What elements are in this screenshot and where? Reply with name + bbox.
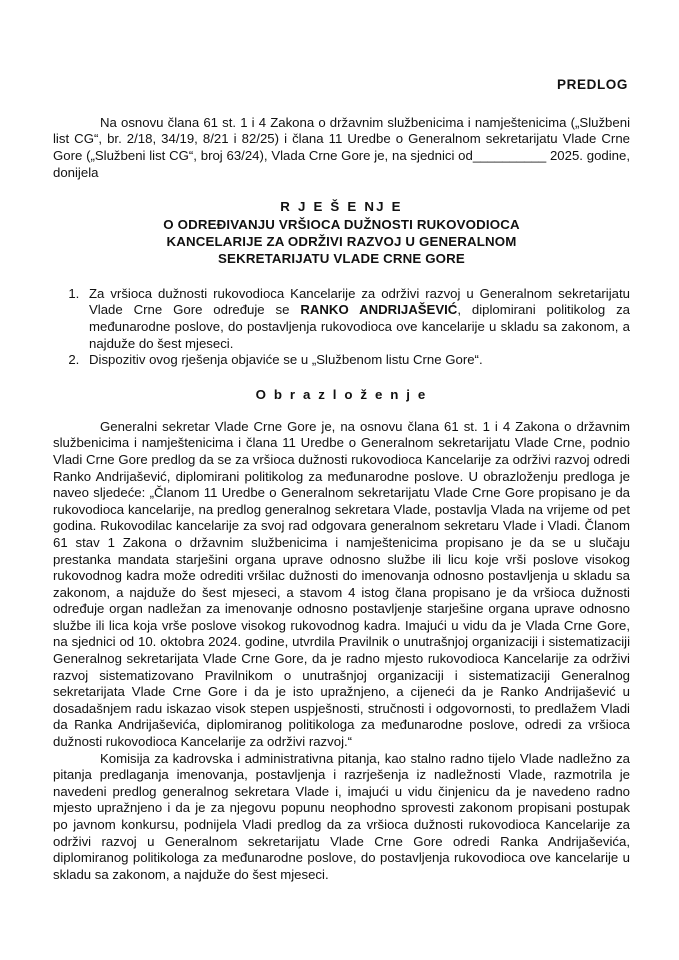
decision-title: [53, 198, 630, 268]
preamble-paragraph: Na osnovu člana 61 st. 1 i 4 Zakona o državnim službenicima i namještenicima („Službeni list CG“, br. 2/18, 34/19, 8/21 i 82/25) i člana 11 Uredbe o Generalnom sekretarijatu Vlade Crne Gore („Službeni list CG“, broj 63/24), Vlada Crne Gore je, na sjednici od__________ 2025. godine, donijela: [53, 114, 630, 180]
explanation-paragraph-2: Komisija za kadrovska i administrativna pitanja, kao stalno radno tijelo Vlade nadležno za pitanja predlaganja imenovanja, postavljenja i razrješenja iz nadležnosti Vlade, razmotrila je navedeni predlog generalnog sekretara Vlade i, imajući u vidu činjenicu da je navedeno radno mjesto upražnjeno i da je za njegovu popunu neophodno sprovesti zakonom propisani postupak po javnom konkursu, podnijela Vladi predlog da za vršioca dužnosti rukovodioca Kancelarije za održivi razvoj u Generalnom sekretarijatu Vlade Crne Gore odredi Ranka Andrijaševića, diplomiranog politikologa za međunarodne poslove, do postavljenja rukovodioca ove kancelarije u skladu sa zakonom, a najduže do šest mjeseci.: [53, 750, 630, 882]
list-item: [83, 352, 630, 369]
title-line-3: KANCELARIJE ZA ODRŽIVI RAZVOJ U GENERALNOM: [166, 234, 517, 250]
title-line-2: O ODREĐIVANJU VRŠIOCA DUŽNOSTI RUKOVODIOCA: [163, 216, 520, 232]
document-label: PREDLOG: [557, 77, 628, 92]
appointee-name: RANKO ANDRIJAŠEVIĆ: [300, 302, 458, 318]
decision-text-after: , diplomirani politikolog za međunarodne poslove, do postavljenja rukovodioca ove kancelarije u skladu sa zakonom, a najduže do šest mjeseci.: [89, 302, 630, 351]
list-item: [83, 286, 630, 352]
explanation-heading: O b r a z l o ž e n j e: [255, 386, 428, 402]
explanation-paragraph-1: Generalni sekretar Vlade Crne Gore je, na osnovu člana 61 st. 1 i 4 Zakona o državnim službenicima i namještenicima i člana 11 Uredbe o Generalnom sekretarijatu Vlade Crne, podnio Vladi Crne Gore predlog da se za vršioca dužnosti rukovodioca Kancelarije za održivi razvoj odredi Ranko Andrijašević, diplomirani politikolog za međunarodne poslove. U obrazloženju predloga je naveo sljedeće: „Članom 11 Uredbe o Generalnom sekretarijatu Vlade Crne Gore propisano je da rukovodioca kancelarije, na predlog generalnog sekretara Vlade, postavlja Vlada na vrijeme od pet godina. Rukovodilac kancelarije za svoj rad odgovara generalnom sekretaru Vlade i Vladi. Članom 61 stav 1 Zakona o državnim službenicima i namještenicima propisano je da se u slučaju prestanka mandata starješini organa uprave odnosno službe ili licu koje vrši poslove visokog rukovodnog kadra može odrediti vršilac dužnosti do imenovanja odnosno postavljenja u skladu sa zakonom, a najduže do šest mjeseci, a stavom 4 istog člana propisano je da vršioca dužnosti određuje organ nadležan za imenovanje odnosno postavljenje starješine organa uprave odnosno službe ili lica koja vrše poslove visokog rukovodnog kadra. Imajući u vidu da je Vlada Crne Gore, na sjednici od 10. oktobra 2024. godine, utvrdila Pravilnik o unutrašnjoj organizaciji i sistematizaciji Generalnog sekretarijata Vlade Crne Gore, da je radno mjesto rukovodioca Kancelarije za održivi razvoj sistematizovano Pravilnikom o unutrašnjoj organizaciji i sistematizaciji Generalnog sekretarijata Vlade Crne Gore i da je isto upražnjeno, a cijeneći da je Ranko Andrijašević u dosadašnjem radu iskazao visok stepen uspješnosti, stručnosti i odgovornosti, to predlažem Vladi da Ranka Andrijaševića, diplomiranog politikologa za međunarodne poslove, odredi za vršioca dužnosti rukovodioca Kancelarije za održivi razvoj.“: [53, 418, 630, 750]
title-line-1: R J E Š E NJ E: [280, 199, 403, 215]
decision-list: [53, 286, 630, 369]
title-line-4: SEKRETARIJATU VLADE CRNE GORE: [218, 251, 465, 267]
decision-text-before: Za vršioca dužnosti rukovodioca Kancelarije za održivi razvoj u Generalnom sekretarijatu Vlade Crne Gore određuje se: [89, 285, 630, 318]
decision-text-before: Dispozitiv ovog rješenja objaviće se u „Službenom listu Crne Gore“.: [89, 352, 483, 368]
